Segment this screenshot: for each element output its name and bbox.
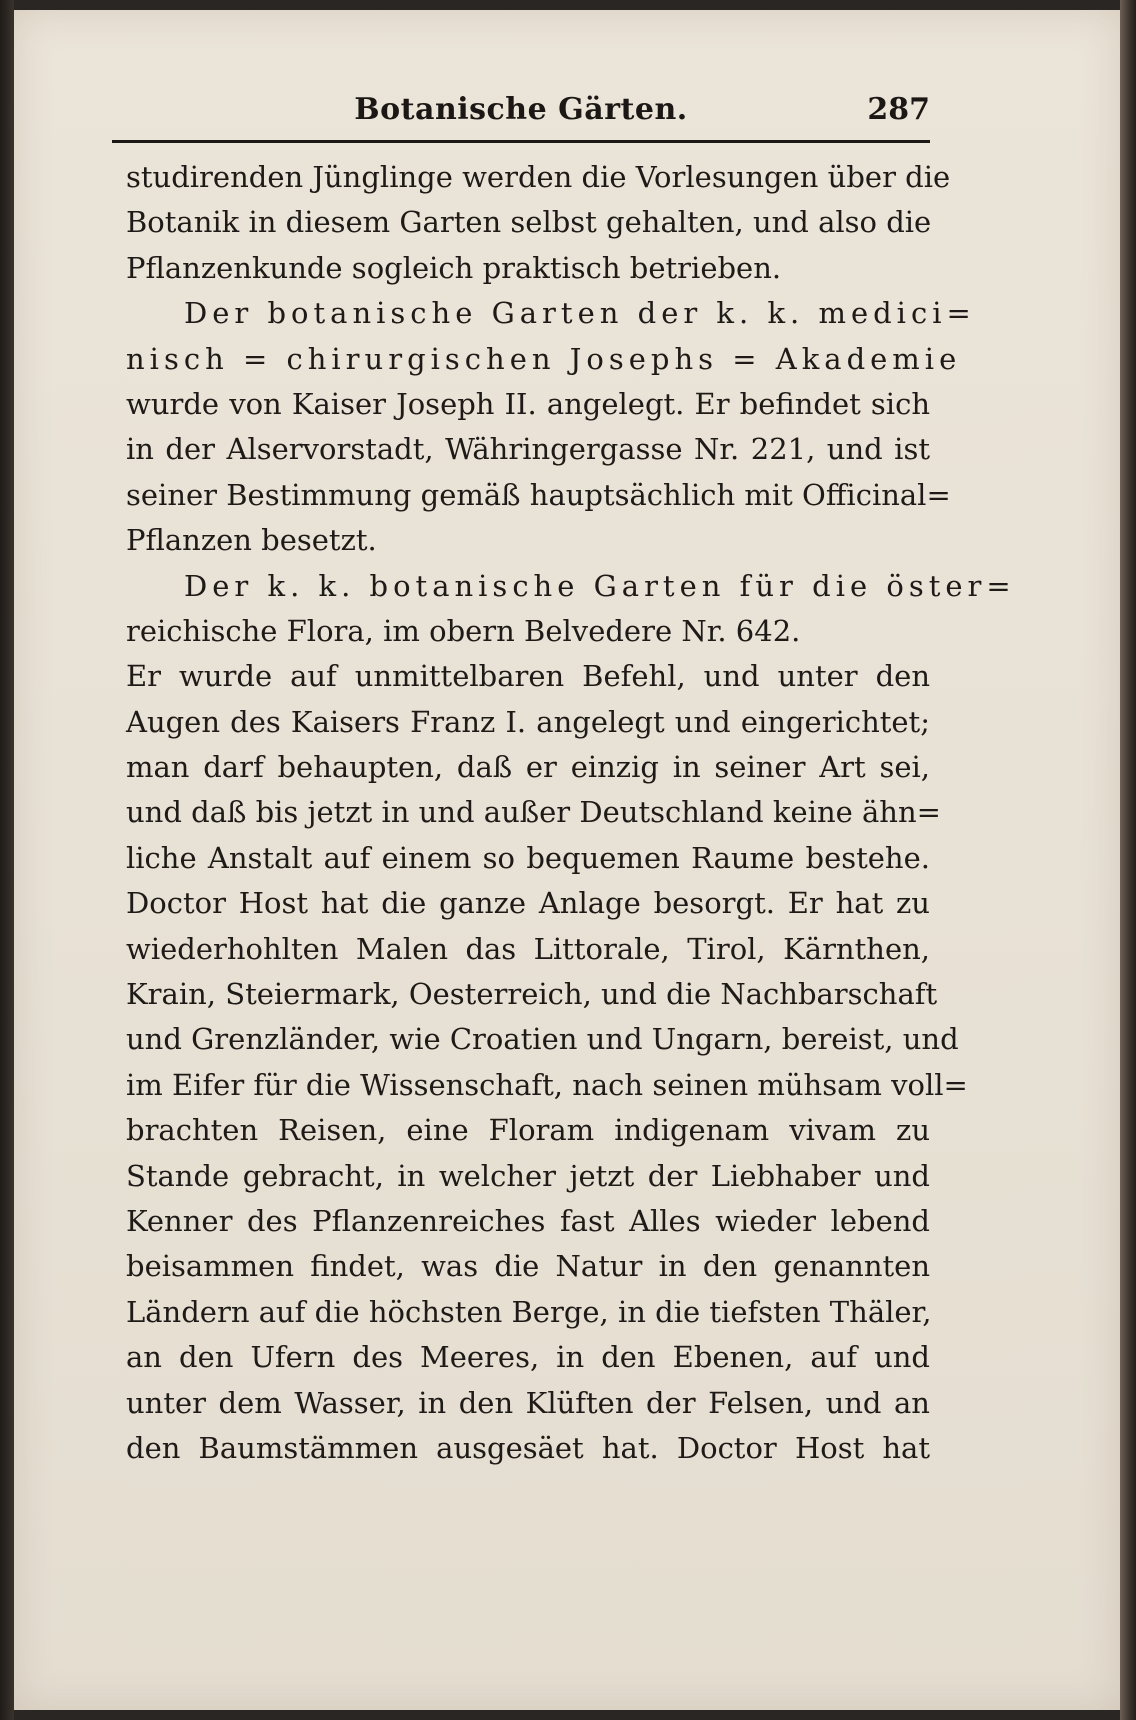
text-line: Pflanzen besetzt. bbox=[126, 523, 377, 558]
text-line: Stande gebracht, in welcher jetzt der Liebhaber und bbox=[126, 1158, 930, 1193]
text-line: Doctor Host hat die ganze Anlage besorgt. Er hat zu bbox=[126, 886, 930, 921]
page-header bbox=[112, 92, 930, 132]
text-line: Ländern auf die höchsten Berge, in die tiefsten Thäler, bbox=[126, 1294, 932, 1329]
text-line: seiner Bestimmung gemäß hauptsächlich mit Officinal= bbox=[126, 477, 951, 512]
text-line: Botanik in diesem Garten selbst gehalten, und also die bbox=[126, 205, 932, 240]
text-line: in der Alservorstadt, Währingergasse Nr. 221, und ist bbox=[126, 432, 930, 467]
header-rule bbox=[112, 140, 930, 143]
body-text bbox=[126, 155, 1016, 1471]
text-line: den Baumstämmen ausgesäet hat. Doctor Host hat bbox=[126, 1430, 930, 1465]
text-line: reichische Flora, im obern Belvedere Nr. 642. bbox=[126, 613, 801, 648]
book-edge-right bbox=[1120, 0, 1136, 1720]
text-line: Augen des Kaisers Franz I. angelegt und eingerichtet; bbox=[126, 704, 930, 739]
text-line: und daß bis jetzt in und außer Deutschland keine ähn= bbox=[126, 795, 941, 830]
text-line: man darf behaupten, daß er einzig in seiner Art sei, bbox=[126, 750, 930, 785]
text-line: Kenner des Pflanzenreiches fast Alles wieder lebend bbox=[126, 1203, 930, 1238]
text-line: Krain, Steiermark, Oesterreich, und die Nachbarschaft bbox=[126, 977, 938, 1012]
running-head: Botanische Gärten. bbox=[354, 92, 688, 127]
text-line: an den Ufern des Meeres, in den Ebenen, auf und bbox=[126, 1340, 930, 1375]
text-line: wiederhohlten Malen das Littorale, Tirol, Kärnthen, bbox=[126, 931, 930, 966]
text-line: Pflanzenkunde sogleich praktisch betrieben. bbox=[126, 250, 782, 285]
text-line: im Eifer für die Wissenschaft, nach seinen mühsam voll= bbox=[126, 1067, 968, 1102]
text-line: beisammen findet, was die Natur in den genannten bbox=[126, 1249, 930, 1284]
text-line: Er wurde auf unmittelbaren Befehl, und unter den bbox=[126, 659, 930, 694]
page-number: 287 bbox=[867, 92, 930, 127]
text-line: nisch = chirurgischen Josephs = Akademie bbox=[126, 341, 962, 376]
text-line: wurde von Kaiser Joseph II. angelegt. Er befindet sich bbox=[126, 386, 930, 421]
text-line: liche Anstalt auf einem so bequemen Raume bestehe. bbox=[126, 840, 930, 875]
text-line: brachten Reisen, eine Floram indigenam vivam zu bbox=[126, 1113, 930, 1148]
text-line: Der k. k. botanische Garten für die öster= bbox=[184, 568, 1016, 603]
text-line: unter dem Wasser, in den Klüften der Felsen, und an bbox=[126, 1385, 930, 1420]
text-line: Der botanische Garten der k. k. medici= bbox=[184, 296, 976, 331]
text-line: und Grenzländer, wie Croatien und Ungarn, bereist, und bbox=[126, 1022, 959, 1057]
text-line: studirenden Jünglinge werden die Vorlesungen über die bbox=[126, 160, 951, 194]
book-gutter-left bbox=[0, 0, 14, 1720]
